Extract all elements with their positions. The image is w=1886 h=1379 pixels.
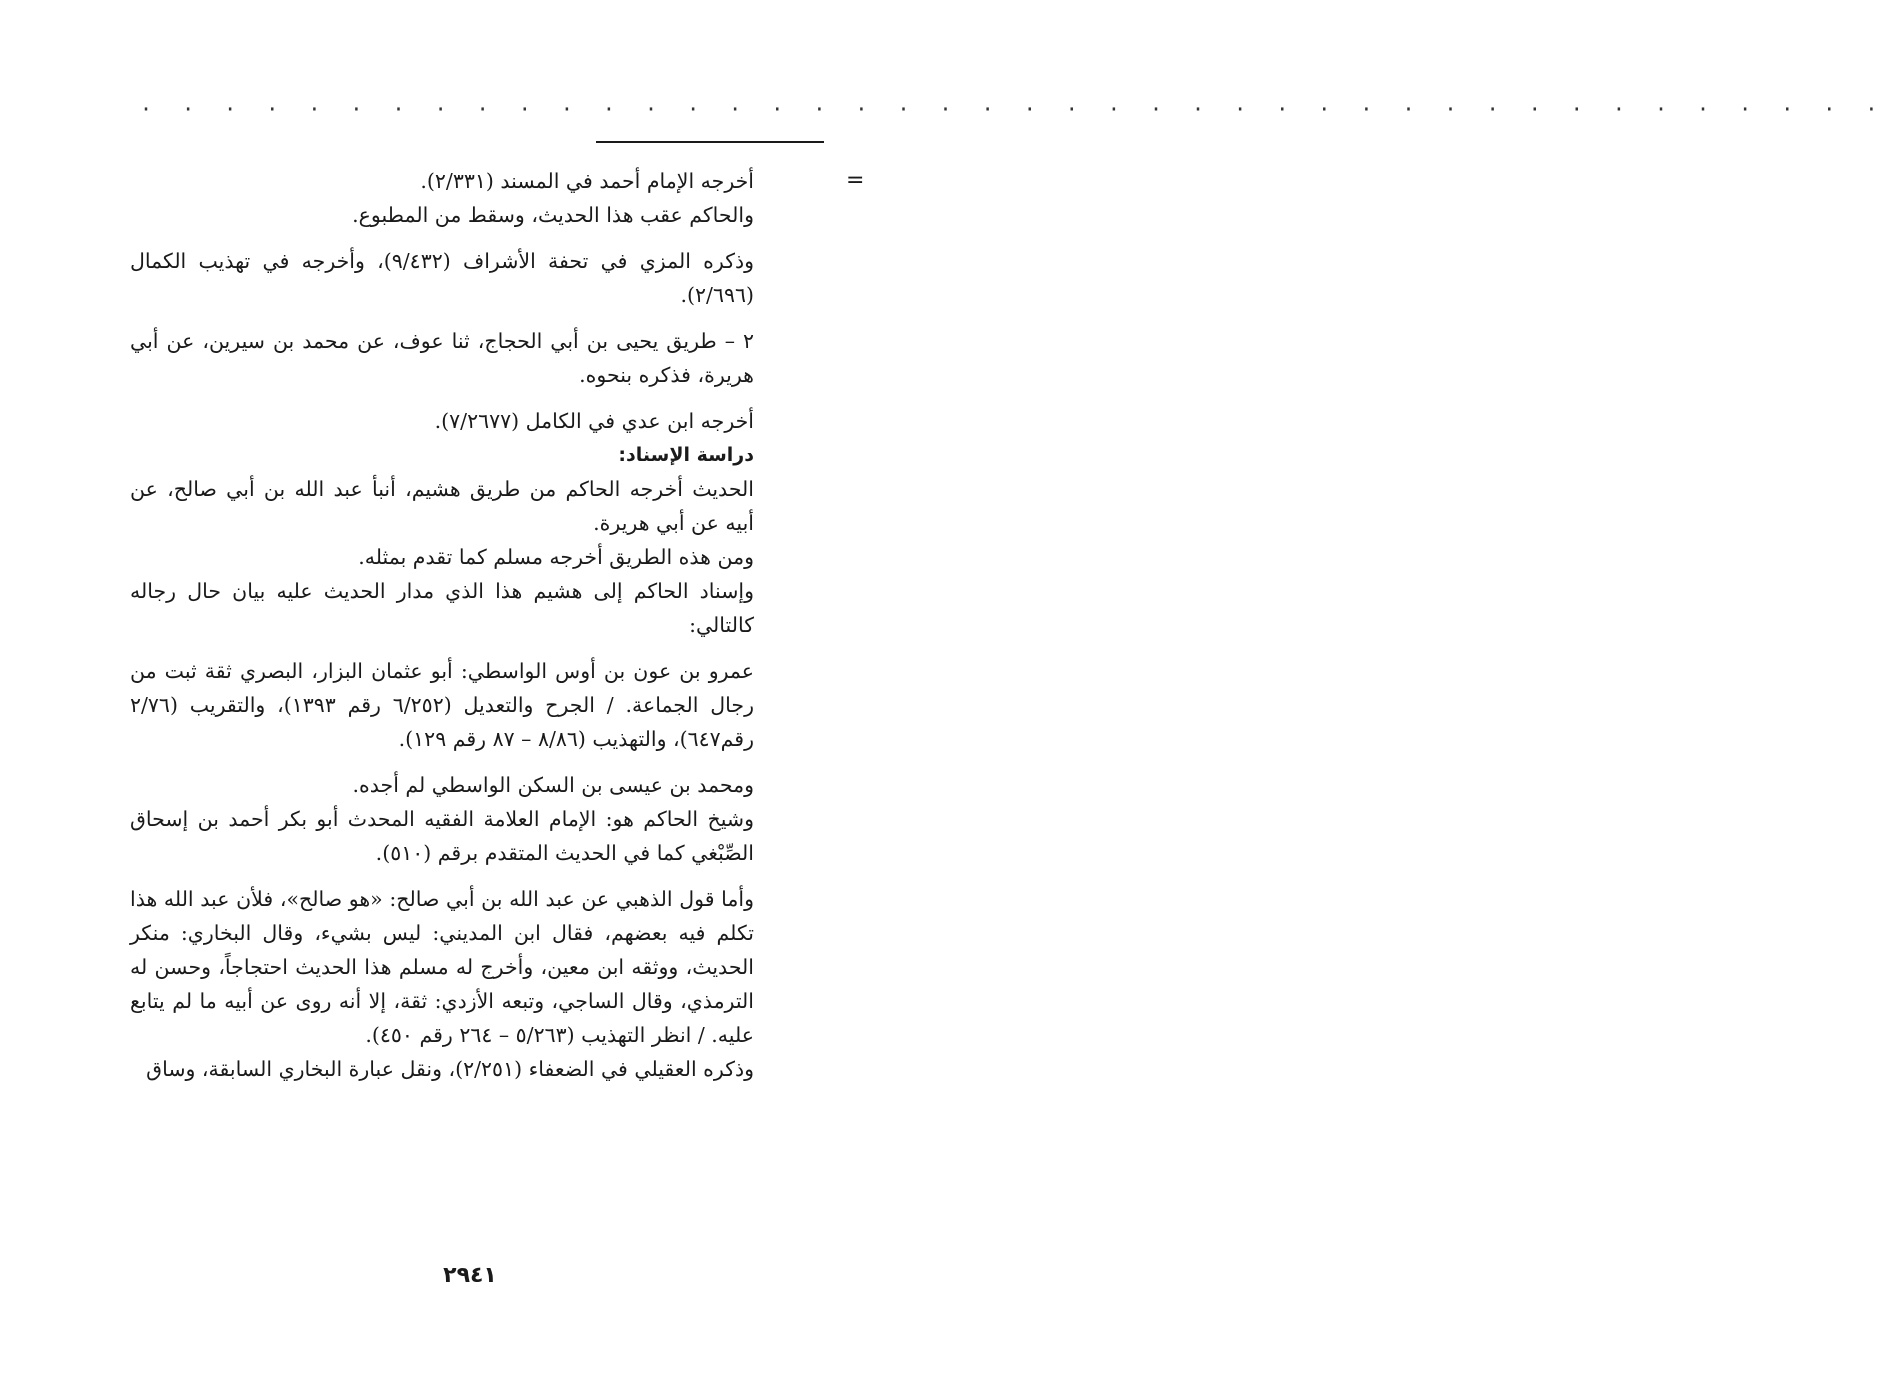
section-heading: دراسة الإسناد: [618, 444, 754, 466]
paragraph-isnad: وإسناد الحاكم إلى هشيم هذا الذي مدار الحديث عليه بيان حال رجاله كالتالي: [130, 579, 754, 637]
footnote-text [130, 164, 754, 1086]
dotted-separator: · · · · · · · · · · · · · · · · · · · · · · · · · · · · · · · · · · · · · · · · · · [140, 97, 1886, 121]
paragraph-ibn-adi: أخرجه ابن عدي في الكامل (٧/٢٦٧٧). [434, 409, 754, 433]
page-number: ٢٩٤١ [443, 1263, 497, 1288]
paragraph-hadith-route: الحديث أخرجه الحاكم من طريق هشيم، أنبأ عبد الله بن أبي صالح، عن أبيه عن أبي هريرة. [130, 477, 754, 535]
continuation-marker: = [846, 168, 865, 193]
paragraph-amr-ibn-awn: عمرو بن عون بن أوس الواسطي: أبو عثمان البزار، البصري ثقة ثبت من رجال الجماعة. / الجرح والتعديل (٦/٢٥٢ رقم ١٣٩٣)، والتقريب (٢/٧٦ رقم٦٤٧)، والتهذيب (٨/٨٦ – ٨٧ رقم ١٢٩). [130, 659, 754, 751]
paragraph-second-route: ٢ – طريق يحيى بن أبي الحجاج، ثنا عوف، عن محمد بن سيرين، عن أبي هريرة، فذكره بنحوه. [130, 329, 754, 387]
paragraph-ahmad-musnad: أخرجه الإمام أحمد في المسند (٢/٣٣١). [420, 169, 754, 193]
footnote-rule [596, 141, 824, 143]
paragraph-mizzi: وذكره المزي في تحفة الأشراف (٩/٤٣٢)، وأخرجه في تهذيب الكمال (٢/٦٩٦). [130, 249, 754, 307]
paragraph-sheikh-hakim: وشيخ الحاكم هو: الإمام العلامة الفقيه المحدث أبو بكر أحمد بن إسحاق الصِّبْغي كما في الحديث المتقدم برقم (٥١٠). [130, 807, 754, 865]
paragraph-uqayli: وذكره العقيلي في الضعفاء (٢/٢٥١)، ونقل عبارة البخاري السابقة، وساق [146, 1057, 754, 1081]
paragraph-hakim: والحاكم عقب هذا الحديث، وسقط من المطبوع. [352, 203, 754, 227]
paragraph-ibn-isa: ومحمد بن عيسى بن السكن الواسطي لم أجده. [352, 773, 754, 797]
paragraph-muslim: ومن هذه الطريق أخرجه مسلم كما تقدم بمثله. [358, 545, 754, 569]
paragraph-dhahabi: وأما قول الذهبي عن عبد الله بن أبي صالح: «هو صالح»، فلأن عبد الله هذا تكلم فيه بعضهم، فقال ابن المديني: ليس بشيء، وقال البخاري: منكر الحديث، ووثقه ابن معين، وأخرج له مسلم هذا الحديث احتجاجاً، وحسن له الترمذي، وقال الساجي، وتبعه الأزدي: ثقة، إلا أنه روى عن أبيه ما لم يتابع عليه. / انظر التهذيب (٥/٢٦٣ – ٢٦٤ رقم ٤٥٠). [130, 887, 754, 1047]
